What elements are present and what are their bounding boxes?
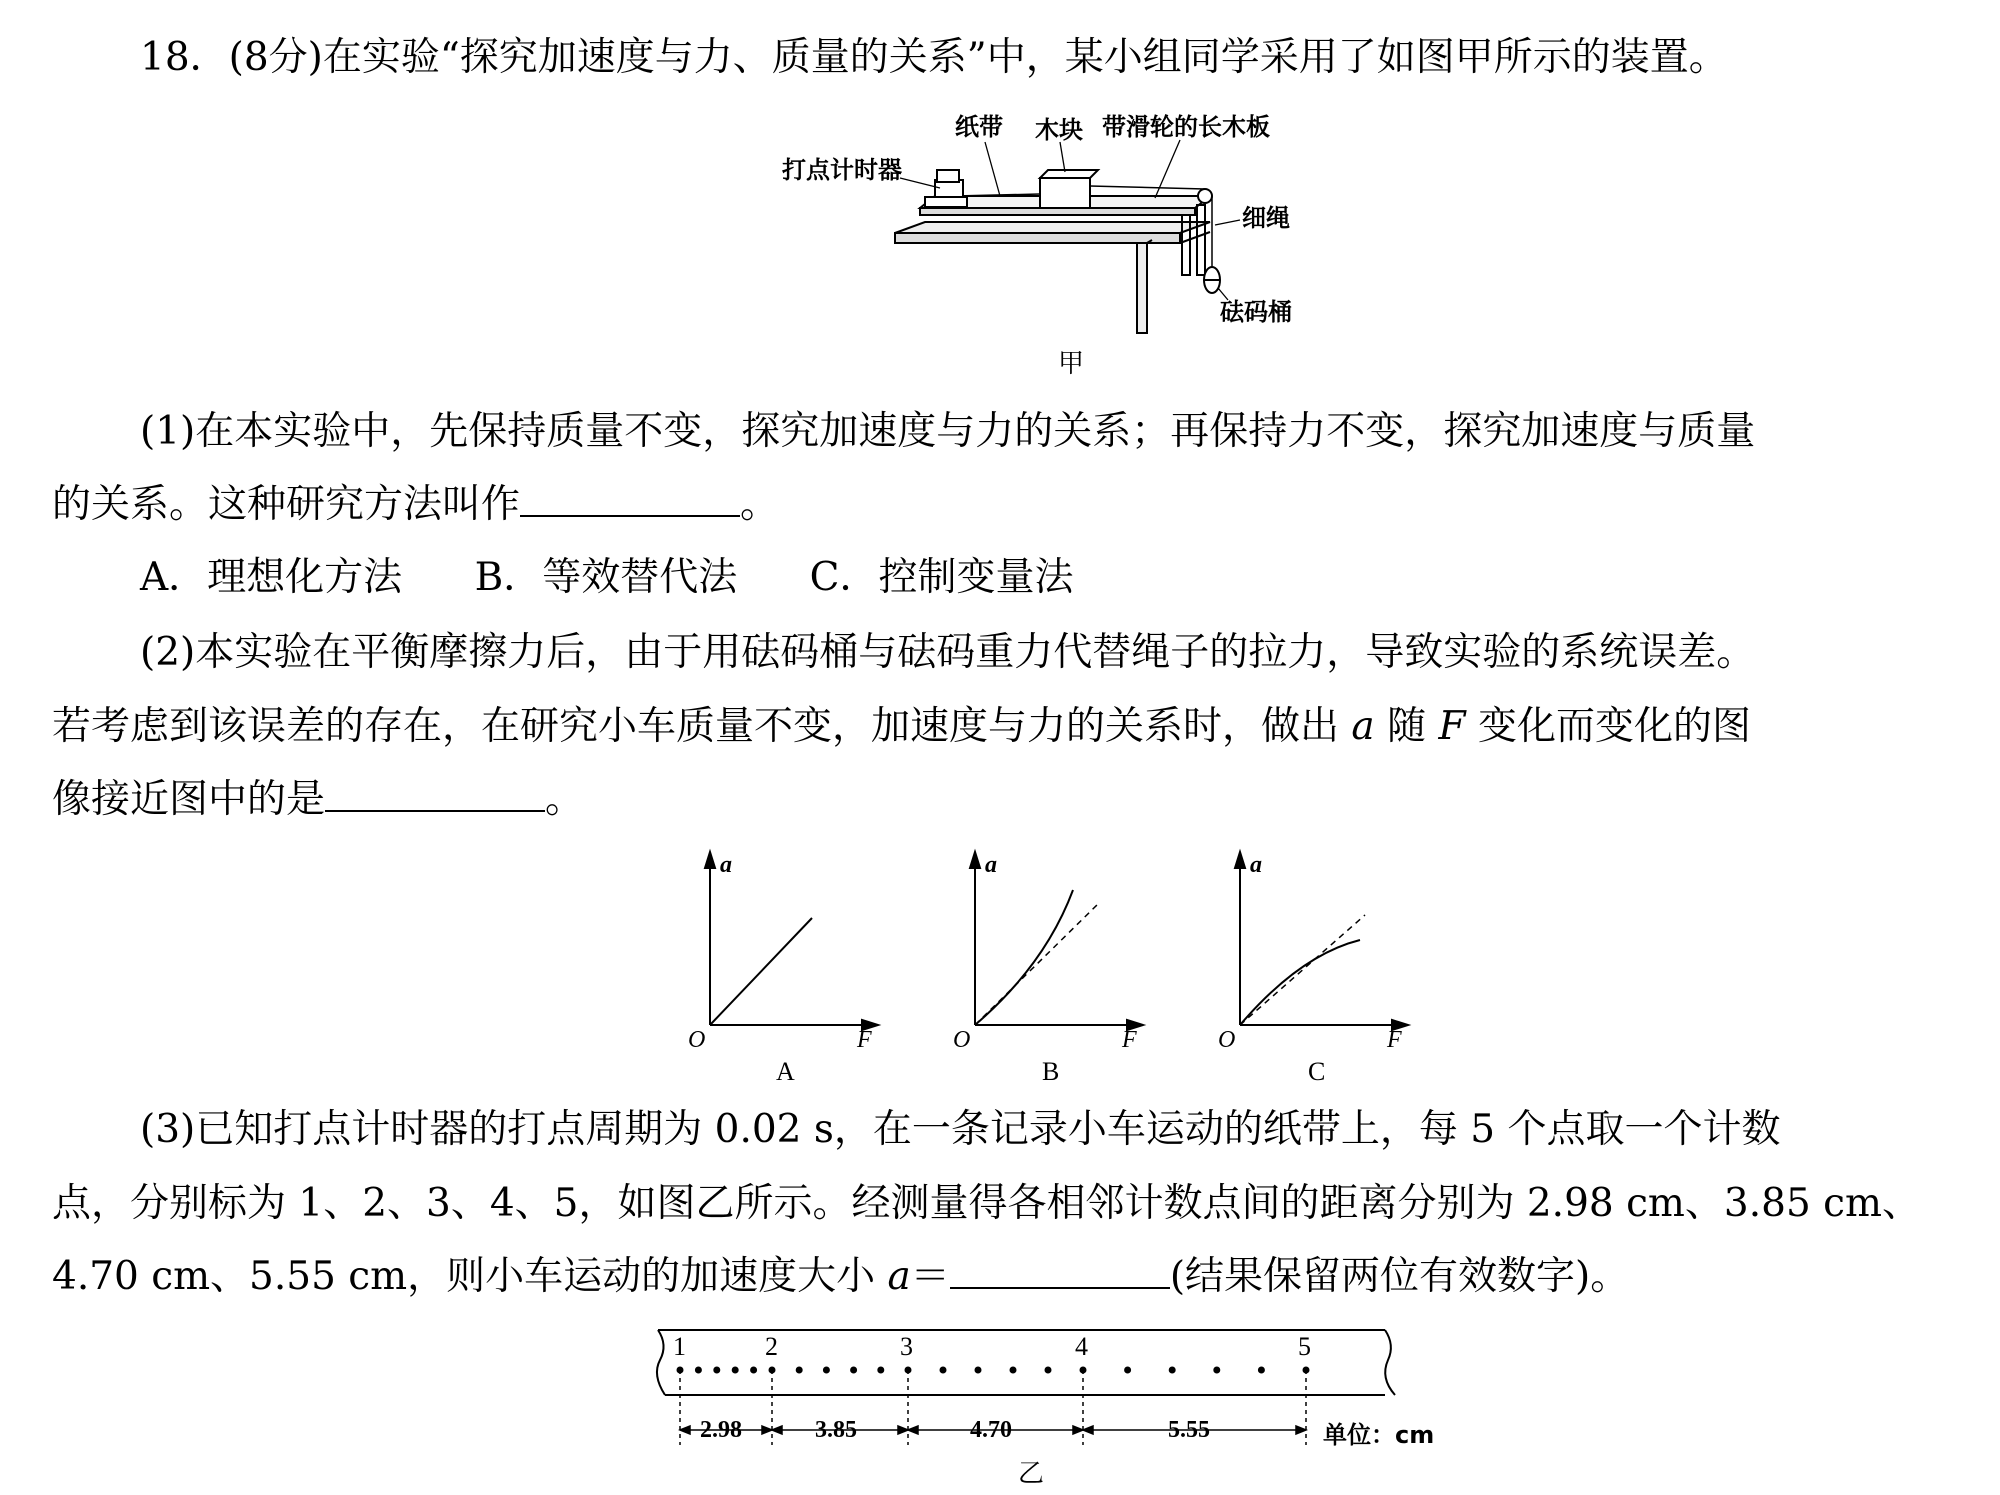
long-board-front: [920, 208, 1195, 215]
tape-dot: [975, 1367, 982, 1374]
tape-dot: [823, 1367, 830, 1374]
part3-line3: 4.70 cm、5.55 cm，则小车运动的加速度大小 a＝ (结果保留两位有效数字)。: [52, 1254, 1630, 1299]
tape-arrow-right: [1296, 1426, 1306, 1434]
wooden-block-top: [1040, 170, 1098, 178]
tape-arrow-left: [1083, 1426, 1093, 1434]
leader-block: [1060, 142, 1065, 172]
table-leg: [1137, 243, 1147, 333]
part1-line2: 的关系。这种研究方法叫作 。: [52, 482, 780, 527]
graph-c-dashed: [1240, 915, 1365, 1025]
label-bucket: 砝码桶: [1220, 298, 1292, 326]
tape-distance-3: 4.70: [970, 1417, 1012, 1443]
graph-b-x-label: F: [1122, 1027, 1137, 1053]
tape-arrow-left: [772, 1426, 782, 1434]
tape-left-edge: [657, 1330, 665, 1395]
graph-b: [970, 852, 1143, 1030]
table-top: [895, 222, 1210, 233]
table-front: [895, 233, 1180, 243]
graph-c-x-label: F: [1387, 1027, 1402, 1053]
tape-dot: [1010, 1367, 1017, 1374]
part2-line2: 若考虑到该误差的存在，在研究小车质量不变，加速度与力的关系时，做出 a 随 F 变化而变化的图: [52, 704, 1751, 749]
pulley: [1198, 189, 1212, 203]
part3-line1: (3)已知打点计时器的打点周期为 0.02 s，在一条记录小车运动的纸带上，每 5 个点取一个计数: [140, 1107, 1781, 1152]
tape-dot: [850, 1367, 857, 1374]
label-board: 带滑轮的长木板: [1102, 113, 1270, 141]
tape-point-3: 3: [900, 1332, 913, 1361]
caption-jia: 甲: [1058, 349, 1085, 379]
tape-dot: [1045, 1367, 1052, 1374]
graph-c-y-arrow: [1235, 852, 1245, 868]
part3-line2: 点，分别标为 1、2、3、4、5，如图乙所示。经测量得各相邻计数点间的距离分别为 2.98 cm、3.85 cm、: [52, 1181, 1921, 1226]
tape-dot: [877, 1367, 884, 1374]
tape-distance-1: 2.98: [700, 1417, 742, 1443]
tape-dot: [732, 1367, 739, 1374]
tape-right-edge: [1385, 1330, 1395, 1395]
label-rope: 细绳: [1242, 204, 1290, 232]
tape-distance-4: 5.55: [1168, 1417, 1210, 1443]
label-tape: 纸带: [955, 113, 1003, 141]
label-block: 木块: [1035, 116, 1083, 144]
string-horizontal: [1090, 186, 1205, 189]
part2-line3: 像接近图中的是 。: [52, 777, 585, 822]
graph-b-y-label: a: [985, 852, 997, 878]
leader-rope: [1215, 220, 1240, 225]
tape-dot: [1258, 1367, 1265, 1374]
graph-c-caption: C: [1308, 1057, 1326, 1086]
timer-top: [937, 170, 959, 182]
graph-a-y-label: a: [720, 852, 732, 878]
tape-dot: [796, 1367, 803, 1374]
tape-arrow-left: [680, 1426, 690, 1434]
tape-dot: [940, 1367, 947, 1374]
leader-tape: [985, 142, 1000, 196]
tape-point-5: 5: [1298, 1332, 1311, 1361]
board-support-2: [1197, 205, 1205, 275]
graph-a-x-label: F: [857, 1027, 872, 1053]
graph-a: [705, 852, 878, 1030]
tape-dot: [713, 1367, 720, 1374]
graph-c-y-label: a: [1250, 852, 1262, 878]
part2-line1: (2)本实验在平衡摩擦力后，由于用砝码桶与砝码重力代替绳子的拉力，导致实验的系统误差。: [140, 630, 1756, 675]
graph-a-origin: O: [688, 1027, 706, 1053]
tape-distance-2: 3.85: [815, 1417, 857, 1443]
question-header: 18．(8分)在实验“探究加速度与力、质量的关系”中，某小组同学采用了如图甲所示的装置。: [140, 35, 1728, 80]
graph-c-curve: [1240, 940, 1360, 1025]
tape-unit: 单位：cm: [1323, 1421, 1435, 1449]
tape-dot: [750, 1367, 757, 1374]
tape-dot: [1169, 1367, 1176, 1374]
figure-jia: [895, 140, 1240, 333]
tape-dot: [695, 1367, 702, 1374]
timer-base: [925, 197, 967, 207]
option-c: C．控制变量法: [809, 555, 1074, 600]
label-timer: 打点计时器: [782, 156, 902, 184]
graph-a-line: [710, 918, 812, 1025]
wooden-block: [1040, 178, 1090, 208]
graph-b-origin: O: [953, 1027, 971, 1053]
tape-point-2: 2: [765, 1332, 778, 1361]
graph-a-caption: A: [776, 1057, 795, 1086]
tape-point-1: 1: [673, 1332, 686, 1361]
part1-line1: (1)在本实验中，先保持质量不变，探究加速度与力的关系；再保持力不变，探究加速度与质量: [140, 409, 1756, 454]
tape-dot: [1213, 1367, 1220, 1374]
graph-b-curve: [975, 890, 1073, 1025]
tape-arrow-left: [908, 1426, 918, 1434]
graph-a-y-arrow: [705, 852, 715, 868]
leader-board: [1155, 140, 1180, 198]
caption-yi: 乙: [1018, 1459, 1045, 1489]
graph-c: [1235, 852, 1408, 1030]
option-b: B．等效替代法: [474, 555, 738, 600]
option-a: A．理想化方法: [140, 555, 403, 600]
tape-point-4: 4: [1075, 1332, 1088, 1361]
graph-b-caption: B: [1042, 1057, 1060, 1086]
graph-b-y-arrow: [970, 852, 980, 868]
graph-c-origin: O: [1218, 1027, 1236, 1053]
tape-dot: [1124, 1367, 1131, 1374]
